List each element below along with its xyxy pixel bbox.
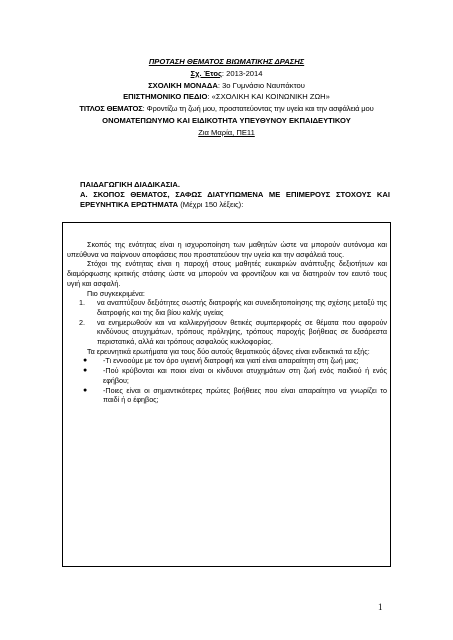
document-title: ΠΡΟΤΑΣΗ ΘΕΜΑΤΟΣ ΒΙΩΜΑΤΙΚΗΣ ΔΡΑΣΗΣ [148, 57, 305, 66]
teacher-heading: ΟΝΟΜΑΤΕΠΩΝΥΜΟ ΚΑΙ ΕΙΔΙΚΟΤΗΤΑ ΥΠΕΥΘΥΝΟΥ ΕΚΠΑΙΔΕΥΤΙΚΟΥ [102, 115, 351, 125]
bullet-text: -Τι εννοούμε με τον όρο υγιεινή διατροφή και γιατί είναι απαραίτητη στη ζωή μας; [103, 356, 359, 366]
teacher-name: Ζια Μαρία, ΠΕ11 [198, 127, 255, 137]
paragraph-specifically: Πιο συγκεκριμένα: [87, 288, 145, 298]
section-subheading: Α. ΣΚΟΠΟΣ ΘΕΜΑΤΟΣ, ΣΑΦΩΣ ΔΙΑΤΥΠΩΜΕΝΑ ΜΕ ΕΠΙΜΕΡΟΥΣ ΣΤΟΧΟΥΣ ΚΑΙ [80, 190, 390, 200]
scientific-field [0, 91, 453, 103]
school-year-label: Σχ. Έτος [190, 68, 222, 78]
bullet-text: -Πού κρύβονται και ποιοι είναι οι κίνδυνοι ατυχημάτων στη ζωή ενός παιδιού ή ενός εφήβου; [103, 366, 387, 385]
topic-title-label: ΤΙΤΛΟΣ ΘΕΜΑΤΟΣ [79, 104, 143, 114]
bullet-item [83, 385, 387, 405]
topic-title-value: : Φροντίζω τη ζωή μου, προστατεύοντας την υγεία και την ασφάλειά μου [142, 104, 374, 114]
document-header [0, 56, 453, 139]
school-year-value: : 2013-2014 [221, 68, 263, 78]
school-unit [0, 80, 453, 92]
list-item-number: 2. [79, 317, 85, 327]
section-subheading-line2: ΕΡΕΥΝΗΤΙΚΑ ΕΡΩΤΗΜΑΤΑ [80, 200, 179, 210]
bullet-item [83, 366, 387, 385]
bullet-icon: ● [83, 367, 88, 375]
section-subheading-cont [80, 200, 390, 210]
paragraph-goals: Στόχοι της ενότητας είναι η παροχή στους μαθητές ευκαιριών ανάπτυξης δεξιοτήτων και διαμόρφωσης κριτικής στάσης ώστε να μπορούν να φροντίζουν και να διατηρούν τον εαυτό τους υγιή και ασφαλή. [67, 259, 387, 288]
bullet-icon: ● [83, 357, 88, 365]
pedagogical-section [80, 180, 390, 211]
school-unit-value: : 3ο Γυμνάσιο Ναυπάκτου [217, 80, 305, 90]
topic-title [0, 103, 453, 115]
bullet-text: -Ποιες είναι οι σημαντικότερες πρώτες βοήθειες που είναι απαραίτητο να γνωρίζει το παιδί ή ο έφηβος; [103, 385, 387, 405]
list-item [79, 317, 387, 347]
answer-text [67, 240, 387, 405]
bullet-item [83, 356, 387, 366]
scientific-field-label: ΕΠΙΣΤΗΜΟΝΙΚΟ ΠΕΔΙΟ [123, 92, 208, 102]
word-limit: (Μέχρι 150 λέξεις): [178, 200, 244, 210]
list-item-text: να ενημερωθούν και να καλλιεργήσουν θετικές συμπεριφορές σε θέματα που αφορούν κινδύνους ατυχημάτων, τρόπους πρόληψης, τρόπους παροχής βοήθειας σε δυσάρεστα περιστατικά, αλλά και τρόπους ασφαλούς κυκλοφορίας. [97, 317, 387, 347]
list-item [79, 298, 387, 317]
school-year [0, 68, 453, 80]
page-number: 1 [378, 602, 383, 612]
paragraph-questions: Τα ερευνητικά ερωτήματα για τους δύο αυτούς θεματικούς άξονες είναι ενδεικτικά τα εξής: [87, 346, 370, 356]
paragraph-purpose: Σκοπός της ενότητας είναι η ισχυροποίηση των μαθητών ώστε να μπορούν αυτόνομα και υπεύθυνα να παίρνουν αποφάσεις που προστατεύουν την υγεία και την ασφάλειά τους. [67, 240, 387, 259]
bullet-icon: ● [83, 386, 88, 394]
scientific-field-value: : «ΣΧΟΛΙΚΗ ΚΑΙ ΚΟΙΝΩΝΙΚΗ ΖΩΗ» [207, 92, 330, 102]
school-unit-label: ΣΧΟΛΙΚΗ ΜΟΝΑΔΑ [148, 80, 218, 90]
section-heading: ΠΑΙΔΑΓΩΓΙΚΗ ΔΙΑΔΙΚΑΣΙΑ. [80, 180, 180, 189]
list-item-number: 1. [79, 298, 85, 308]
list-item-text: να αναπτύξουν δεξιότητες σωστής διατροφής και συνειδητοποίησης της σχέσης μεταξύ της διατροφής και της δια βίου καλής υγείας [97, 298, 387, 317]
